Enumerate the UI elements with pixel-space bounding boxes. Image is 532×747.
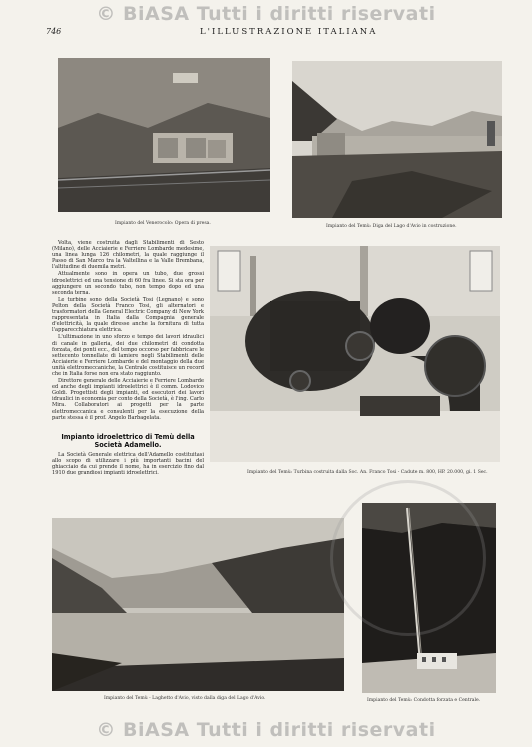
caption-photo4: Impianto del Temù - Laghetto d'Avio, visto dalla diga del Lago d'Avio.: [104, 696, 266, 701]
caption-photo2: Impianto del Temù: Diga del Lago d'Avio in costruzione.: [326, 224, 457, 229]
article-paragraph: Attualmente sono in opera un tubo, due grossi idroelettrici ed una tensione di 60 fra linee. Si sta ora per aggiungere un secondo tubo, non tempo dopo ed una seconda terna.: [52, 271, 204, 296]
caption-photo3: Impianto del Temù: Turbina costruita dalla Soc. An. Franco Tosi - Cadute m. 800, HP. 20.000, gi. 1 Sec.: [247, 470, 488, 475]
section-paragraph: La Società Generale elettrica dell'Adamello costituitasi allo scopo di utilizzare i più importanti bacini del ghiacciaio da cui prende il nome, ha in esercizio fino dal 1910 due grandiosi impianti idroelettrici.: [52, 452, 204, 477]
section-body: [52, 452, 204, 477]
article-paragraph: L'ultimazione in uno sforzo e tempo dei lavori idraulici di canale in galleria, dei due chilometri di condotta forzata, dei ponti ecc., del tempo occorso per fabbricare le settecento tonnellate di lamiere negli Stabilimenti delle Acciaierie e Ferriere Lombarde e del montaggio della due unità elettromeccaniche, la Centrale costituisce un record che in Italia forse non era stato raggiunto.: [52, 334, 204, 377]
photo-avio-dam: [292, 61, 502, 218]
photo-turbine: [210, 246, 500, 462]
section-title: Impianto idroelettrico di Temù della Società Adamello.: [61, 433, 195, 449]
watermark-seal: [330, 480, 486, 636]
article-paragraph: Le turbine sono della Società Tosi (Legnano) e sono Pelton della Società Franco Tosi, gli alternatori e trasformatori della General Electric Company di New York rappresentata in Italia dalla Compagnia generale d'elettricità, la quale diresse anche la fornitura di tutta l'apparecchiatura elettrica.: [52, 296, 204, 334]
article-body: [52, 240, 204, 422]
page-number: 746: [46, 27, 62, 36]
photo-venerocolo-intake: [58, 58, 270, 212]
watermark-bottom: © BiASA Tutti i diritti riservati: [96, 719, 436, 741]
caption-photo1: Impianto del Venerocolo: Opera di presa.: [115, 221, 211, 226]
caption-photo5: Impianto del Temù: Condotta forzata e Centrale.: [367, 698, 481, 703]
photo-laghetto-avio: [52, 518, 344, 691]
article-paragraph: Direttore generale delle Acciaierie e Ferriere Lombarde ed anche degli impianti idroelettrici è il comm. Lodovico Goldi. Progettisti degli impianti, ed esecutori dei lavori idraulici in economia per conto della Società, è l'ing. Carlo Mira. Collaboratori ai progetti per la parte elettromeccanica e consulenti per la esecuzione della parte stessa è il prof. Angelo Barbagelata.: [52, 378, 204, 421]
watermark-top: © BiASA Tutti i diritti riservati: [96, 3, 436, 25]
magazine-title: L'ILLUSTRAZIONE ITALIANA: [200, 27, 378, 37]
article-paragraph: Volta, viene costruita dagli Stabilimenti di Sesto (Milano), delle Acciaierie e Ferriere Lombarde medesime, una linea lunga 126 chilometri, la quale raggiunge il Passo di San Marco tra la Valtellina e la Valle Brembana, l'altitudine di duemila metri.: [52, 240, 204, 271]
